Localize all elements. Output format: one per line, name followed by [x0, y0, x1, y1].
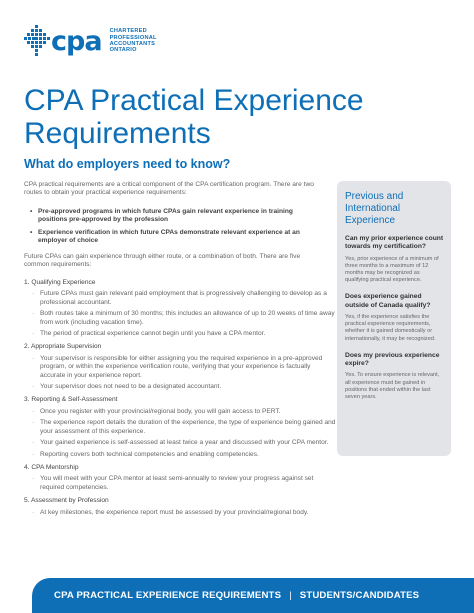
list-item-text: Once you register with your provincial/regional body, you will gain access to PERT. [40, 407, 281, 415]
footer-audience: STUDENTS/CANDIDATES [299, 590, 420, 601]
requirement-section [24, 279, 336, 338]
bullet-icon: · [32, 475, 35, 483]
bullet-icon: · [32, 419, 35, 427]
list-item [24, 355, 336, 380]
bullet-icon: · [32, 290, 35, 298]
list-item-text: At key milestones, the experience report must be assessed by your provincial/regional body. [40, 508, 309, 516]
list-item [24, 310, 336, 327]
sidebar-question: Does my previous experience expire? [345, 351, 440, 368]
requirement-section [24, 396, 336, 458]
list-item-text: Future CPAs must gain relevant paid employment that is progressively challenging to develop as a professional accountant. [40, 290, 327, 306]
requirements-intro: Future CPAs can gain experience through either route, or a combination of both. There are five common requirements: [24, 253, 301, 269]
sidebar-answer: Yes. To ensure experience is relevant, all experience must be gained in positions that ended within the last seven years. [345, 372, 440, 401]
intro-paragraph: CPA practical requirements are a critical component of the CPA certification program. There are two routes to obtain your practical experience requirements: [24, 181, 314, 197]
routes-list [24, 208, 324, 250]
list-item [24, 419, 336, 436]
list-item-text: The period of practical experience cannot begin until you have a CPA mentor. [40, 330, 266, 338]
logo-line: ACCOUNTANTS [109, 41, 156, 47]
list-item-text: Your gained experience is self-assessed at least twice a year and discussed with your CPA mentor. [40, 439, 329, 447]
list-item-text: Your supervisor does not need to be a designated accountant. [40, 383, 222, 391]
list-item [24, 383, 336, 391]
route-text: Pre-approved programs in which future CPAs gain relevant experience in training positions pre-approved by the profession [38, 208, 293, 224]
section-heading: 5. Assessment by Profession [24, 497, 109, 505]
sidebar-title: Previous and International Experience [345, 191, 404, 226]
bullet-icon: • [30, 208, 33, 215]
bullet-icon: · [32, 450, 35, 458]
sidebar-question: Does experience gained outside of Canada qualify? [345, 293, 431, 309]
sidebar-answer: Yes, if the experience satisfies the practical experience requirements, whether it is gained domestically or internationally, it may be recognized. [345, 314, 436, 342]
logo-line: PROFESSIONAL [109, 34, 157, 41]
route-item [24, 208, 324, 225]
section-heading: 2. Appropriate Supervision [24, 343, 102, 351]
route-text: Experience verification in which future CPAs demonstrate relevant experience at an employer of choice [38, 228, 300, 245]
page-subtitle: What do employers need to know? [24, 157, 231, 171]
logo-line: ONTARIO [109, 47, 137, 54]
requirement-section [24, 464, 336, 492]
footer-separator: | [289, 590, 292, 601]
logo-org-name [110, 28, 157, 53]
requirement-section [24, 343, 336, 391]
bullet-icon: • [30, 228, 33, 236]
list-item [24, 451, 336, 459]
footer-banner [32, 578, 474, 613]
bullet-icon: · [32, 383, 35, 391]
requirements-list [24, 279, 336, 522]
bullet-icon: · [32, 330, 35, 338]
list-item-text: Reporting covers both technical competencies and enabling competencies. [40, 450, 259, 458]
list-item-text: You will meet with your CPA mentor at least semi-annually to review your progress against set required competencies. [40, 475, 314, 491]
list-item [24, 330, 336, 338]
list-item [24, 475, 336, 492]
bullet-icon: · [32, 354, 35, 362]
sidebar-answer: Yes, prior experience of a minimum of three months to a maximum of 12 months may be recognized as qualifying practical experience. [345, 255, 439, 284]
logo-line: CHARTERED [109, 28, 147, 35]
requirement-section [24, 497, 336, 517]
list-item [24, 408, 336, 416]
list-item [24, 439, 336, 447]
cpa-cross-logo-icon [24, 25, 50, 57]
section-heading: 1. Qualifying Experience [24, 279, 96, 286]
bullet-icon: · [32, 508, 35, 516]
sidebar-question: Can my prior experience count towards my certification? [345, 235, 444, 251]
section-heading: 3. Reporting & Self-Assessment [24, 396, 118, 404]
list-item-text: Your supervisor is responsible for either assigning you the required experience in a pre-approved program, or within the experience verification route, verifying that your experience is factually accurate in your experience report. [40, 354, 323, 379]
list-item-text: The experience report details the duration of the experience, the type of experience being gained and your assessment of this experience. [40, 419, 336, 435]
footer-title: CPA PRACTICAL EXPERIENCE REQUIREMENTS [54, 590, 282, 601]
list-item-text: Both routes take a minimum of 30 months; this includes an allowance of up to 20 weeks of time away from work (including vacation time). [40, 310, 335, 326]
sidebar-previous-international-experience [337, 181, 451, 456]
list-item [24, 290, 336, 307]
cpa-logo [24, 24, 157, 58]
section-heading: 4. CPA Mentorship [24, 463, 79, 471]
list-item [24, 509, 336, 517]
bullet-icon: · [32, 407, 35, 415]
route-item [24, 229, 324, 246]
bullet-icon: · [32, 439, 35, 447]
bullet-icon: · [32, 310, 35, 318]
logo-wordmark: cpa [51, 25, 102, 57]
page-title: CPA Practical Experience Requirements [24, 84, 364, 150]
